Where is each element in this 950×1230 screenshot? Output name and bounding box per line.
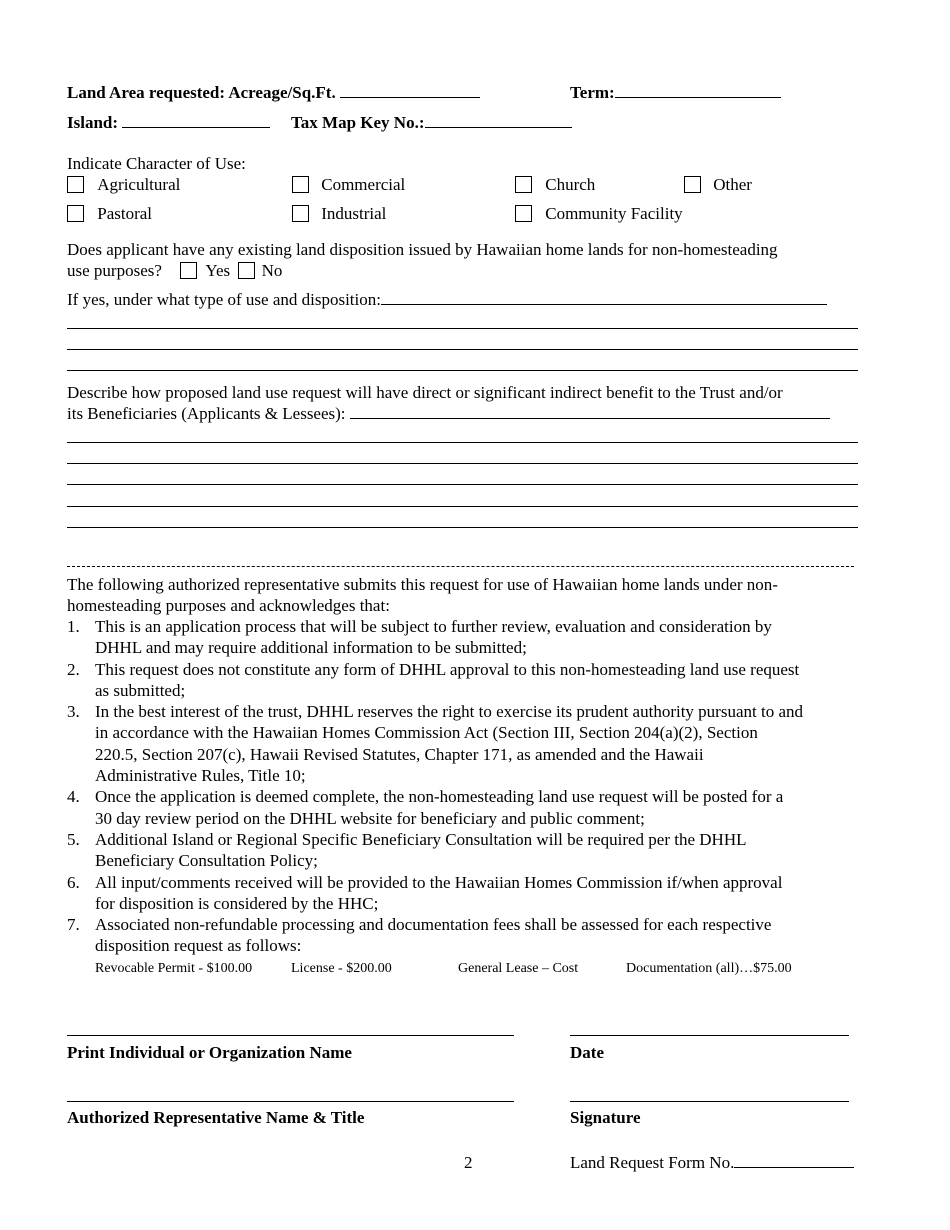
ack-item-number: 6. bbox=[67, 872, 80, 892]
ack-item-number: 2. bbox=[67, 659, 80, 679]
benefit-field[interactable] bbox=[67, 403, 830, 424]
checkbox-agricultural[interactable] bbox=[67, 176, 84, 193]
ack-item-text: Additional Island or Regional Specific Beneficiary Consultation will be required per the DHHL bbox=[95, 829, 747, 849]
checkbox-pastoral[interactable] bbox=[67, 205, 84, 222]
option-agricultural[interactable] bbox=[67, 174, 180, 195]
checkbox-industrial[interactable] bbox=[292, 205, 309, 222]
print-name-line[interactable] bbox=[67, 1035, 514, 1036]
term-input[interactable] bbox=[615, 82, 781, 98]
option-label: Pastoral bbox=[97, 204, 153, 223]
question-continuation: use purposes? bbox=[67, 261, 162, 280]
ack-item-text: 220.5, Section 207(c), Hawaii Revised Statutes, Chapter 171, as amended and the Hawaii bbox=[95, 744, 704, 764]
ack-item-number: 3. bbox=[67, 702, 80, 722]
ack-item-text: as submitted; bbox=[95, 680, 186, 700]
term-field[interactable] bbox=[570, 82, 781, 103]
option-other[interactable] bbox=[684, 174, 752, 195]
option-church[interactable] bbox=[515, 174, 595, 195]
ack-item-text: Beneficiary Consultation Policy; bbox=[95, 851, 318, 871]
ack-item-text: 30 day review period on the DHHL website for beneficiary and public comment; bbox=[95, 808, 645, 828]
option-label: Other bbox=[713, 175, 752, 194]
ack-item bbox=[67, 616, 877, 659]
if-yes-label: If yes, under what type of use and disposition: bbox=[67, 290, 381, 309]
benefit-line[interactable] bbox=[67, 527, 858, 528]
option-label: Industrial bbox=[321, 204, 387, 223]
acknowledgement-list bbox=[67, 616, 877, 957]
benefit-line[interactable] bbox=[67, 484, 858, 485]
ack-item-text: Once the application is deemed complete, the non-homesteading land use request will be posted for a bbox=[95, 787, 784, 807]
land-area-field[interactable] bbox=[67, 82, 480, 103]
checkbox-commercial[interactable] bbox=[292, 176, 309, 193]
if-yes-line[interactable] bbox=[67, 370, 858, 371]
if-yes-line[interactable] bbox=[67, 349, 858, 350]
form-number-field[interactable] bbox=[570, 1152, 854, 1173]
form-number-label: Land Request Form No. bbox=[570, 1153, 735, 1172]
ack-item-number: 7. bbox=[67, 915, 80, 935]
ack-item-text: In the best interest of the trust, DHHL reserves the right to exercise its prudent authority pursuant to and bbox=[95, 702, 803, 722]
ack-item bbox=[67, 914, 877, 957]
ack-item-text: Administrative Rules, Title 10; bbox=[95, 766, 306, 786]
tmk-label: Tax Map Key No.: bbox=[291, 113, 425, 132]
ack-item bbox=[67, 829, 877, 872]
checkbox-other[interactable] bbox=[684, 176, 701, 193]
rep-name-label: Authorized Representative Name & Title bbox=[67, 1108, 365, 1127]
ack-item-number: 5. bbox=[67, 829, 80, 849]
option-commercial[interactable] bbox=[292, 174, 405, 195]
ack-intro-line2: homesteading purposes and acknowledges that: bbox=[67, 596, 390, 615]
existing-disposition-question: Does applicant have any existing land disposition issued by Hawaiian home lands for non-homesteading bbox=[67, 240, 778, 259]
yes-label: Yes bbox=[205, 261, 231, 280]
benefit-label: its Beneficiaries (Applicants & Lessees): bbox=[67, 404, 346, 423]
character-of-use-prompt: Indicate Character of Use: bbox=[67, 154, 246, 173]
tmk-input[interactable] bbox=[425, 112, 572, 128]
land-area-input[interactable] bbox=[340, 82, 480, 98]
island-label: Island: bbox=[67, 113, 119, 132]
date-line[interactable] bbox=[570, 1035, 849, 1036]
page-number: 2 bbox=[464, 1153, 473, 1172]
benefit-line[interactable] bbox=[67, 506, 858, 507]
option-industrial[interactable] bbox=[292, 203, 386, 224]
option-label: Church bbox=[545, 175, 596, 194]
island-input[interactable] bbox=[122, 112, 270, 128]
option-pastoral[interactable] bbox=[67, 203, 152, 224]
checkbox-yes[interactable] bbox=[180, 262, 197, 279]
ack-item bbox=[67, 701, 877, 786]
ack-item-text: All input/comments received will be provided to the Hawaiian Homes Commission if/when approval bbox=[95, 872, 783, 892]
print-name-label: Print Individual or Organization Name bbox=[67, 1043, 352, 1062]
if-yes-field[interactable] bbox=[67, 289, 827, 310]
existing-disposition-answer bbox=[67, 260, 282, 281]
ack-item-number: 1. bbox=[67, 617, 80, 636]
ack-item-text: DHHL and may require additional information to be submitted; bbox=[95, 638, 527, 658]
checkbox-no[interactable] bbox=[238, 262, 255, 279]
fee-revocable-permit: Revocable Permit - $100.00 bbox=[95, 961, 253, 976]
form-number-input[interactable] bbox=[734, 1152, 854, 1168]
ack-item-text: Associated non-refundable processing and documentation fees shall be assessed for each respective bbox=[95, 915, 772, 935]
rep-name-line[interactable] bbox=[67, 1101, 514, 1102]
section-divider bbox=[67, 566, 854, 567]
checkbox-church[interactable] bbox=[515, 176, 532, 193]
fee-documentation: Documentation (all)…$75.00 bbox=[626, 961, 792, 976]
ack-item bbox=[67, 872, 877, 915]
checkbox-community-facility[interactable] bbox=[515, 205, 532, 222]
benefit-input[interactable] bbox=[350, 403, 830, 419]
ack-item-text: This is an application process that will be subject to further review, evaluation and consideration by bbox=[95, 617, 772, 636]
fee-general-lease: General Lease – Cost bbox=[458, 961, 579, 976]
benefit-question: Describe how proposed land use request will have direct or significant indirect benefit to the Trust and/or bbox=[67, 383, 783, 402]
option-label: Commercial bbox=[321, 175, 406, 194]
tmk-field[interactable] bbox=[291, 112, 572, 133]
ack-item-text: in accordance with the Hawaiian Homes Commission Act (Section III, Section 204(a)(2), Section bbox=[95, 723, 758, 743]
ack-item bbox=[67, 659, 877, 702]
ack-intro-line1: The following authorized representative submits this request for use of Hawaiian home lands under non- bbox=[67, 575, 778, 594]
ack-item bbox=[67, 786, 877, 829]
option-community-facility[interactable] bbox=[515, 203, 683, 224]
option-label: Community Facility bbox=[545, 204, 683, 223]
fee-license: License - $200.00 bbox=[291, 961, 392, 976]
signature-label: Signature bbox=[570, 1108, 641, 1127]
ack-item-number: 4. bbox=[67, 787, 80, 807]
date-label: Date bbox=[570, 1043, 604, 1062]
if-yes-line[interactable] bbox=[67, 328, 858, 329]
ack-item-text: This request does not constitute any form of DHHL approval to this non-homesteading land use request bbox=[95, 659, 800, 679]
ack-item-text: disposition request as follows: bbox=[95, 936, 302, 956]
term-label: Term: bbox=[570, 83, 615, 102]
ack-item-text: for disposition is considered by the HHC; bbox=[95, 893, 379, 913]
benefit-line[interactable] bbox=[67, 442, 858, 443]
if-yes-input[interactable] bbox=[381, 289, 827, 305]
signature-line[interactable] bbox=[570, 1101, 849, 1102]
option-label: Agricultural bbox=[97, 175, 181, 194]
no-label: No bbox=[261, 261, 283, 280]
island-field[interactable] bbox=[67, 112, 270, 133]
benefit-line[interactable] bbox=[67, 463, 858, 464]
land-area-label: Land Area requested: Acreage/Sq.Ft. bbox=[67, 83, 336, 102]
